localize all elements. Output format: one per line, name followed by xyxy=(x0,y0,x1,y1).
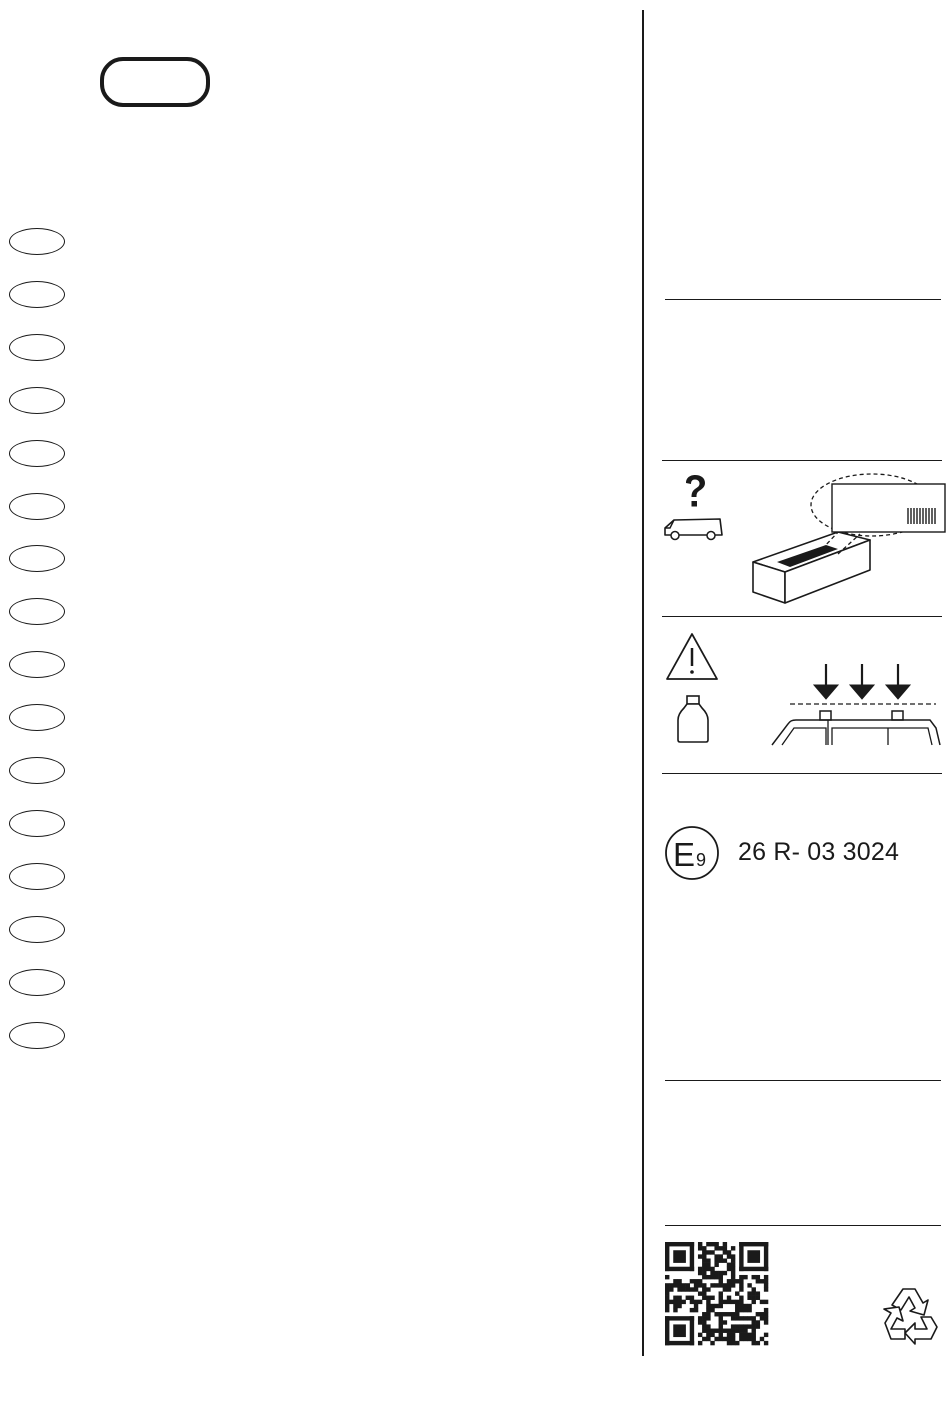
section-divider xyxy=(665,299,941,300)
qr-code-icon xyxy=(665,1242,768,1345)
approval-mark-number: 9 xyxy=(696,850,707,870)
language-marker-oval xyxy=(9,493,65,520)
recycle-icon xyxy=(879,1283,943,1347)
weight-icon xyxy=(676,694,710,744)
section-divider xyxy=(662,616,942,617)
warning-triangle-icon xyxy=(664,631,720,683)
language-marker-oval xyxy=(9,810,65,837)
section-divider xyxy=(662,460,942,461)
approval-mark-icon xyxy=(664,824,720,882)
language-marker-oval xyxy=(9,334,65,361)
approval-mark-letter: E xyxy=(673,836,696,873)
language-marker-oval xyxy=(9,969,65,996)
approval-number: 26 R- 03 3024 xyxy=(738,838,900,866)
section-divider xyxy=(665,1080,941,1081)
column-divider xyxy=(642,10,644,1356)
language-marker-oval xyxy=(9,704,65,731)
section-divider xyxy=(665,1225,941,1226)
language-marker-oval xyxy=(9,863,65,890)
title-badge-frame xyxy=(100,57,210,107)
language-marker-oval xyxy=(9,757,65,784)
language-marker-oval xyxy=(9,651,65,678)
language-marker-oval xyxy=(9,281,65,308)
question-mark-icon xyxy=(678,474,712,510)
language-marker-oval xyxy=(9,916,65,943)
roof-load-diagram-icon xyxy=(770,662,942,746)
language-marker-oval xyxy=(9,1022,65,1049)
language-marker-oval xyxy=(9,440,65,467)
van-icon xyxy=(662,516,724,542)
language-marker-oval xyxy=(9,228,65,255)
language-marker-oval xyxy=(9,545,65,572)
language-marker-oval xyxy=(9,598,65,625)
section-divider xyxy=(662,773,942,774)
language-marker-oval xyxy=(9,387,65,414)
package-label-icon xyxy=(750,472,945,605)
